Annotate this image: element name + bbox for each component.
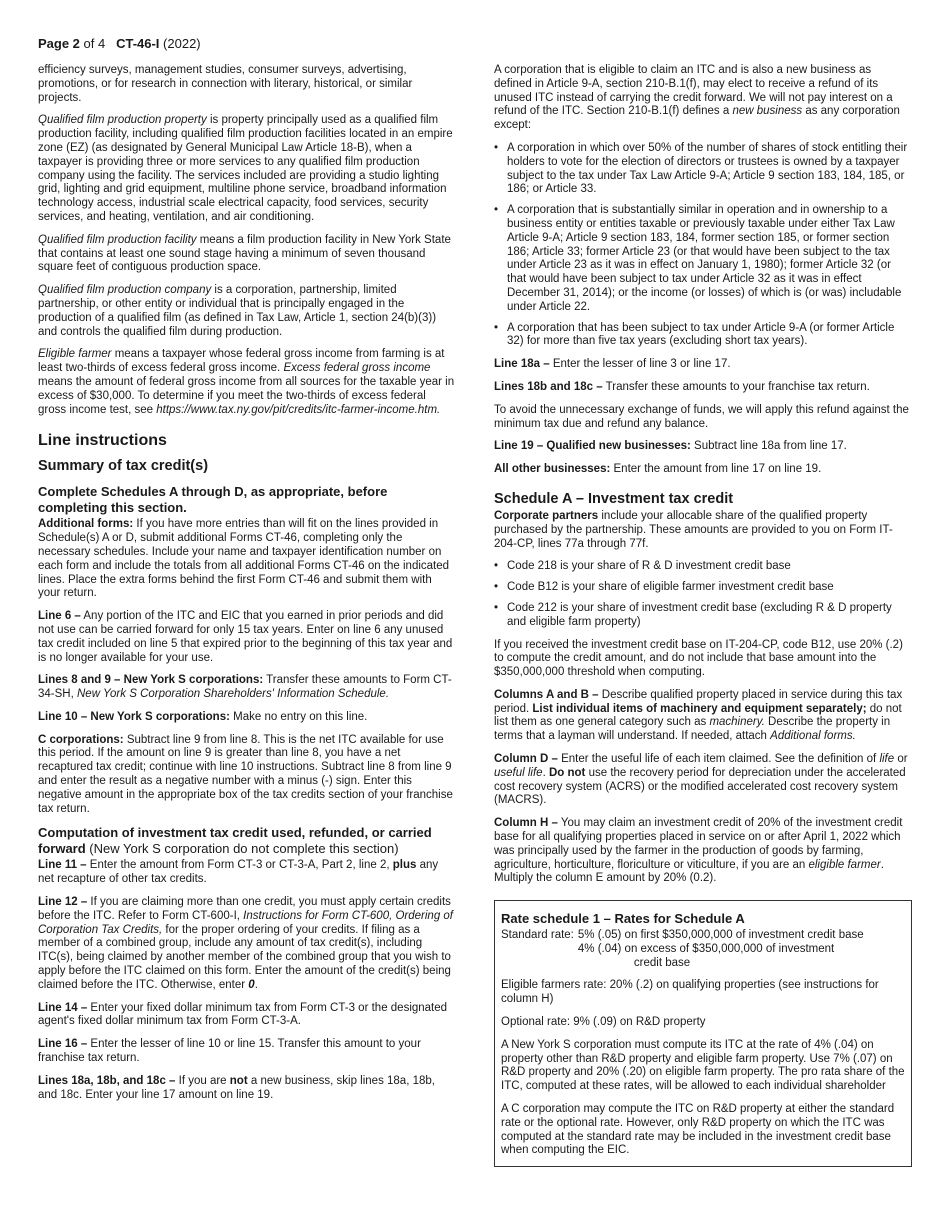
line18a-paragraph xyxy=(494,358,912,372)
column-h-text: You may claim an investment credit of 20% of the investment credit base for all qualifying properties placed in service on or after April 1, 2022 which was principally used by the farmer in the production of goods by farming, agriculture, horticulture, floriculture or viticulture, if you are an xyxy=(494,817,903,871)
columns-ab-paragraph xyxy=(494,689,912,744)
column-d-life: life xyxy=(879,753,895,766)
lines18bc-text: Transfer these amounts to your franchise tax return. xyxy=(602,380,870,393)
additional-forms-text: If you have more entries than will fit on the lines provided in Schedule(s) A or D, submit additional Forms CT-46, completing only the necessary schedules. Include your name and taxpayer identification number on each form and include the totals from all additional Forms CT-46 on the indicated lines. Place the extra forms behind the first Form CT-46 and submit them with your return. xyxy=(38,518,450,600)
line12-end: . xyxy=(254,978,258,991)
all-other-text: Enter the amount from line 17 on line 19. xyxy=(610,463,822,476)
line11-label: Line 11 – xyxy=(38,859,87,872)
new-business-intro-text: A corporation that is eligible to claim an ITC and is also a new business as defined in Article 9-A, section 210-B.1(f), may elect to receive a refund of its unused ITC instead of carrying the credit forward. We will not pay interest on a refund of the ITC. Section 210-B.1(f) defines a xyxy=(494,64,893,118)
lines18-text-2: a new business, skip lines 18a, 18b, and 18c. Enter your line 17 amount on line 19. xyxy=(38,1074,435,1101)
lines18bc-paragraph xyxy=(494,381,912,395)
lines89-form-title: New York S Corporation Shareholders' Information Schedule. xyxy=(77,688,390,701)
c-corporations-text: Subtract line 9 from line 8. This is the net ITC available for use this period. If the amount on line 9 is greater than line 8, you have a net recaptured tax credit; continue with line 10 instructions. Subtract line 8 from line 9 and enter the result as a negative number with a minus (-) sign. Enter this negative amount in the appropriate box of the tax credits section of your franchise tax return. xyxy=(38,733,453,815)
columns-ab-additional-forms: Additional forms. xyxy=(770,730,856,743)
qfp-facility-term: Qualified film production facility xyxy=(38,233,197,246)
eligible-farmer-paragraph xyxy=(38,348,456,417)
eligible-farmer-text: means a taxpayer whose federal gross income from farming is at least two-thirds of excess federal gross income. xyxy=(38,348,445,375)
page-header xyxy=(38,36,201,51)
code-b12-paragraph: If you received the investment credit base on IT-204-CP, code B12, use 20% (.2) to compute the credit amount, and do not include that base amount into the $350,000,000 threshold when computing. xyxy=(494,638,903,679)
lines89-paragraph xyxy=(38,674,456,702)
corporate-partners-label: Corporate partners xyxy=(494,509,599,522)
line11-paragraph xyxy=(38,859,456,887)
column-d-useful-life: useful life xyxy=(494,766,543,779)
column-h-label: Column H – xyxy=(494,817,558,830)
schedule-a-heading: Schedule A – Investment tax credit xyxy=(494,490,734,507)
qfp-property-paragraph xyxy=(38,114,456,224)
lines18bc-label: Lines 18b and 18c – xyxy=(494,380,603,393)
c-corporation-rate: A C corporation may compute the ITC on R&D property at either the standard rate or the optional rate. However, only R&D property on which the ITC was computed at the standard rate may be included in the investment credit base when computing the EIC. xyxy=(501,1103,895,1157)
lines18-not: not xyxy=(229,1074,248,1087)
qfp-company-paragraph xyxy=(38,284,456,339)
line16-text: Enter the lesser of line 10 or line 15. Transfer this amount to your franchise tax return. xyxy=(38,1038,421,1065)
qfp-property-term: Qualified film production property xyxy=(38,114,207,127)
line-instructions-heading: Line instructions xyxy=(38,432,167,450)
standard-rate-label: Standard rate: xyxy=(501,929,574,942)
computation-heading-text: Computation of investment tax credit used, refunded, or carried forward xyxy=(38,825,432,856)
corporate-partners-text: include your allocable share of the qualified property purchased by the partnership. These amounts are provided to you on Form IT-204-CP, lines 77a through 77f. xyxy=(494,509,893,550)
c-corporations-label: C corporations: xyxy=(38,733,124,746)
new-business-intro xyxy=(494,64,912,133)
line16-paragraph xyxy=(38,1038,456,1066)
line12-zero: 0 xyxy=(248,978,255,991)
optional-rate: Optional rate: 9% (.09) on R&D property xyxy=(501,1016,706,1029)
list-item: • A corporation in which over 50% of the number of shares of stock entitling their holders to vote for the election of directors or trustees is owned by a taxpayer subject to the tax under Tax Law Article 9-A; Article 9 section 183, 184, 185, or 186; or Article 33. xyxy=(494,142,912,197)
excess-income-term: Excess federal gross income xyxy=(283,362,431,375)
standard-rate-row xyxy=(501,929,905,970)
column-h-eligible-farmer: eligible farmer xyxy=(808,858,881,871)
qfp-facility-paragraph xyxy=(38,234,456,275)
columns-ab-label: Columns A and B – xyxy=(494,688,599,701)
lines89-text: Transfer these amounts to Form CT-34-SH, xyxy=(38,674,452,701)
line11-text-2: any net recapture of other tax credits. xyxy=(38,859,439,886)
column-d-paragraph xyxy=(494,753,912,808)
columns-ab-text: Describe qualified property placed in service during this tax period. xyxy=(494,688,903,715)
columns-ab-text-2: do not list them as one general category such as xyxy=(494,702,902,729)
column-d-label: Column D – xyxy=(494,753,558,766)
form-year: (2022) xyxy=(163,36,201,51)
line6-paragraph xyxy=(38,610,456,665)
column-d-or: or xyxy=(894,753,908,766)
line12-text: If you are claiming more than one credit, you must apply certain credits before the ITC. Refer to Form CT-600-I, xyxy=(38,896,451,922)
columns-ab-bold: List individual items of machinery and equipment separately; xyxy=(532,702,867,715)
line12-form-title: Instructions for Form CT-600, Ordering of Corporation Tax Credits, xyxy=(38,909,454,936)
line12-label: Line 12 – xyxy=(38,896,88,909)
form-number: CT-46-I xyxy=(116,36,160,51)
all-other-paragraph xyxy=(494,463,912,477)
line18a-text: Enter the lesser of line 3 or line 17. xyxy=(549,358,731,371)
all-other-label: All other businesses: xyxy=(494,463,611,476)
line19-label: Line 19 – Qualified new businesses: xyxy=(494,440,691,453)
additional-forms-paragraph xyxy=(38,518,456,601)
qfp-company-term: Qualified film production company xyxy=(38,284,212,297)
avoid-exchange-paragraph: To avoid the unnecessary exchange of funds, we will apply this refund against the minimum tax due and refund any balance. xyxy=(494,403,909,430)
line11-plus: plus xyxy=(392,859,417,872)
line6-label: Line 6 – xyxy=(38,610,81,623)
line19-paragraph xyxy=(494,440,912,454)
farmer-income-link[interactable]: https://www.tax.ny.gov/pit/credits/itc-farmer-income.htm. xyxy=(156,403,441,416)
new-business-intro-text-2: as any corporation except: xyxy=(494,105,900,132)
line11-text: Enter the amount from Form CT-3 or CT-3-A, Part 2, line 2, xyxy=(86,859,393,872)
rate-schedule-box xyxy=(494,900,912,1167)
corporate-partners-paragraph xyxy=(494,510,912,551)
qfp-company-text: is a corporation, partnership, limited partnership, or other entity or individual that is principally engaged in the production of a qualified film (as defined in Tax Law, Article 1, section 24(b)(3)) and controls the qualified film during production. xyxy=(38,284,437,338)
list-item: • Code 212 is your share of investment credit base (excluding R & D property and eligible farm property) xyxy=(494,602,912,630)
column-d-text: Enter the useful life of each item claimed. See the definition of xyxy=(557,753,880,766)
computation-note: (New York S corporation do not complete this section) xyxy=(85,840,399,856)
rate-schedule-title: Rate schedule 1 – Rates for Schedule A xyxy=(501,911,745,927)
code-list xyxy=(494,560,912,629)
additional-forms-label: Additional forms: xyxy=(38,518,134,531)
c-corporations-paragraph xyxy=(38,734,456,817)
line6-text: Any portion of the ITC and EIC that you earned in prior periods and did not use can be carried forward for only 15 tax years. Enter on line 6 any unused tax credit included on line 5 that expired prior to the beginning of this tax year and is no longer available for your use. xyxy=(38,610,453,664)
left-column xyxy=(38,64,456,1111)
qfp-property-text: is property principally used as a qualified film production facility, including qualified film production facilities located in an empire zone (EZ) (as designated by General Municipal Law Article 18-B), when a taxpayer is providing three or more services to any qualified film production company using the facility. The services included are providing a studio lighting grid, lighting and grid equipment, multiline phone service, broadband information technology access, industrial scale electrical capacity, food services, security services, and heating, ventilation, and air conditioning. xyxy=(38,114,453,223)
line14-text: Enter your fixed dollar minimum tax from Form CT-3 or the designated agent's fixed dollar minimum tax from Form CT-3-A. xyxy=(38,1001,448,1028)
line14-paragraph xyxy=(38,1002,456,1030)
line10-paragraph xyxy=(38,711,456,725)
excess-income-text: means the amount of federal gross income from all sources for the taxable year in excess of $30,000. To determine if you meet the two-thirds of excess federal gross income test, see xyxy=(38,375,455,416)
computation-heading xyxy=(38,825,456,856)
lines18-text: If you are xyxy=(175,1074,230,1087)
columns-ab-machinery: machinery. xyxy=(709,716,765,729)
column-d-text-3: use the recovery period for depreciation under the accelerated cost recovery system (ACRS) or the modified accelerated cost recovery system (MACRS). xyxy=(494,766,906,807)
exception-list xyxy=(494,142,912,349)
page-of: of 4 xyxy=(83,36,106,51)
line14-label: Line 14 – xyxy=(38,1001,88,1014)
list-item: • Code 218 is your share of R & D investment credit base xyxy=(494,560,912,574)
page-label: Page 2 xyxy=(38,36,80,51)
list-item: • A corporation that is substantially similar in operation and in ownership to a business entity or entities taxable or previously taxable under either Tax Law Article 9-A; Article 9 section 183, 184, former section 185, or former section 186; Article 33; former Article 23 (or that would have been subject to the tax under Article 23 as it was in effect on January 1, 1980); former Article 32 (or that would have been subject to tax under Article 32 as it was in effect December 31, 2014); or the income (or losses) of which is (or was) includable under Article 22. xyxy=(494,204,912,314)
qfp-facility-text: means a film production facility in New York State that contains at least one sound stage having a minimum of seven thousand square feet of contiguous production space. xyxy=(38,233,451,274)
column-d-do-not: Do not xyxy=(548,766,586,779)
complete-schedules-heading: Complete Schedules A through D, as appropriate, before completing this section. xyxy=(38,484,388,515)
nys-corporation-rate: A New York S corporation must compute its ITC at the rate of 4% (.04) on property other than R&D property and eligible farm property. Use 7% (.07) on R&D property and 20% (.20) on eligible farm property. The pro rata share of the ITC, computed at these rates, will be allowed to each individual shareholder xyxy=(501,1038,905,1093)
standard-rate-line: 4% (.04) on excess of $350,000,000 of investment xyxy=(577,942,835,955)
list-item: • A corporation that has been subject to tax under Article 9-A (or former Article 32) for more than five tax years (excluding short tax years). xyxy=(494,322,912,350)
line12-text-2: for the proper ordering of your credits. If filing as a member of a combined group, include any amount of tax credit(s), including ITC(s), being claimed by another member of the combined group that you wish to apply before the ITC claimed on this form. Enter the amount of the credit(s) being claimed before the ITC. Otherwise, enter xyxy=(38,923,451,991)
right-column xyxy=(494,64,912,1167)
line18a-label: Line 18a – xyxy=(494,358,550,371)
line12-paragraph xyxy=(38,896,456,993)
standard-rate-values xyxy=(574,929,864,970)
line10-text: Make no entry on this line. xyxy=(229,710,368,723)
paragraph-continued: efficiency surveys, management studies, consumer surveys, advertising, promotions, or for research in connection with literary, historical, or similar projects. xyxy=(38,64,413,104)
list-item: • Code B12 is your share of eligible farmer investment credit base xyxy=(494,581,912,595)
column-h-paragraph xyxy=(494,817,912,886)
columns-ab-text-3: Describe the property in terms that a layman will understand. If needed, attach xyxy=(494,716,891,743)
line10-label: Line 10 – New York S corporations: xyxy=(38,710,230,723)
standard-rate-line: credit base xyxy=(633,956,691,969)
lines18-label: Lines 18a, 18b, and 18c – xyxy=(38,1074,176,1087)
summary-heading: Summary of tax credit(s) xyxy=(38,458,209,475)
line19-text: Subtract line 18a from line 17. xyxy=(690,440,847,453)
line16-label: Line 16 – xyxy=(38,1038,88,1051)
lines89-label: Lines 8 and 9 – New York S corporations: xyxy=(38,674,264,687)
eligible-farmers-rate: Eligible farmers rate: 20% (.2) on qualifying properties (see instructions for column H) xyxy=(501,979,879,1006)
lines18-paragraph xyxy=(38,1075,456,1103)
column-h-text-2: . Multiply the column E amount by 20% (0.2). xyxy=(494,858,884,885)
new-business-term: new business xyxy=(732,105,803,118)
eligible-farmer-term: Eligible farmer xyxy=(38,348,112,361)
column-d-text-2: . xyxy=(542,766,549,779)
standard-rate-line: 5% (.05) on first $350,000,000 of investment credit base xyxy=(577,929,864,942)
